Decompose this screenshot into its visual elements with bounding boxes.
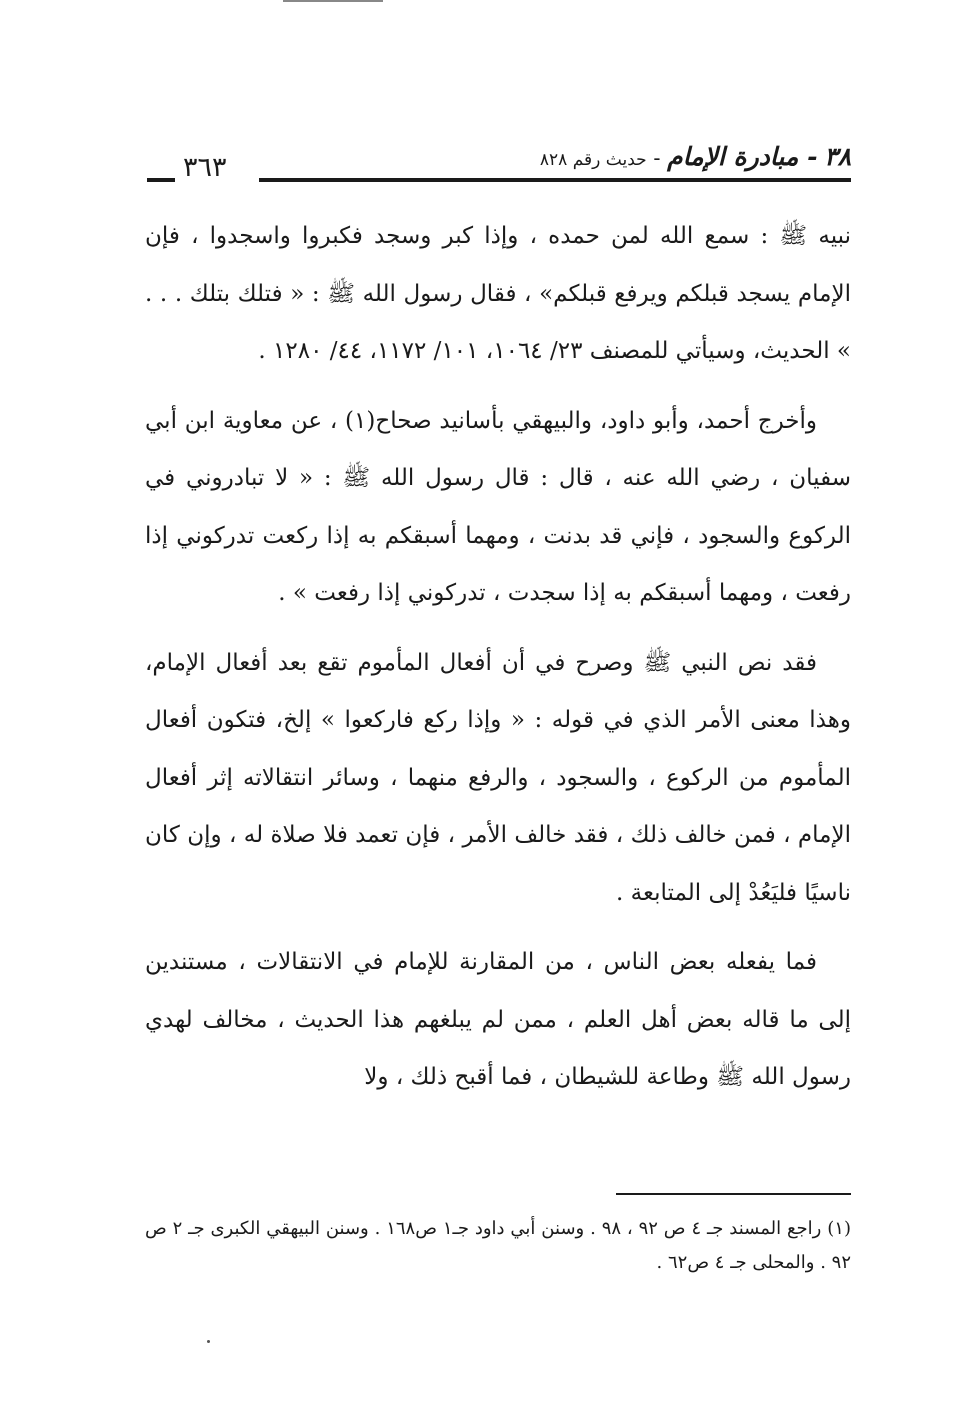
header-rule [259,178,851,182]
footnote-1: (١) راجع المسند جـ ٤ ص ٩٢ ، ٩٨ . وسنن أبي داود جـ١ ص١٦٨ . وسنن البيهقي الكبرى جـ ٢ ص ٩٢ . والمحلى جـ ٤ ص٦٢ . [145,1218,851,1273]
paragraph-3: فقد نص النبي ﷺ وصرح في أن أفعال المأموم تقع بعد أفعال الإمام، وهذا معنى الأمر الذي في قوله : « وإذا ركع فاركعوا » إلخ، فتكون أفعال المأموم من الركوع ، والسجود ، والرفع منهما ، وسائر انتقالاته إثر أفعال الإمام ، فمن خالف ذلك ، فقد خالف الأمر ، فإن تعمد فلا صلاة له ، وإن كان ناسيًا فليَعُدْ إلى المتابعة . [145,649,851,906]
header-title: ٣٨ - مبادرة الإمام - حديث رقم ٨٢٨ [539,142,851,171]
footnote-rule [616,1193,851,1195]
paragraph-2: وأخرج أحمد، وأبو داود، والبيهقي بأسانيد صحاح(١) ، عن معاوية ابن أبي سفيان ، رضي الله عنه ، قال : قال رسول الله ﷺ : « لا تبادروني في الركوع والسجود ، فإني قد بدنت ، ومهما أسبقكم به إذا ركعت تدركوني إذا رفعت ، ومهما أسبقكم به إذا سجدت ، تدركوني إذا رفعت » . [145,407,851,606]
running-header [145,140,851,190]
chapter-title: مبادرة الإمام [667,142,799,171]
hadith-reference: حديث رقم ٨٢٨ [539,150,647,170]
page-number: ٣٦٣ [183,152,227,183]
scan-speck [207,1340,210,1343]
footnotes [145,1212,851,1280]
page-number-block [145,152,255,184]
chapter-number: ٣٨ [824,142,851,171]
main-text [145,208,851,1107]
paragraph-4: فما يفعله بعض الناس ، من المقارنة للإمام في الانتقالات ، مستندين إلى ما قاله بعض أهل العلم ، ممن لم يبلغهم هذا الحديث ، مخالف لهدي رسول الله ﷺ وطاعة للشيطان ، فما أقبح ذلك ، ولا [145,949,851,1090]
page-number-dash [147,178,175,182]
scan-mark [283,0,383,2]
paragraph-1: نبيه ﷺ : سمع الله لمن حمده ، وإذا كبر وسجد فكبروا واسجدوا ، فإن الإمام يسجد قبلكم ويرفع قبلكم» ، فقال رسول الله ﷺ : « فتلك بتلك . . . » الحديث، وسيأتي للمصنف ٢٣/ ١٠٦٤، ١٠١/ ١١٧٢، ٤٤/ ١٢٨٠ . [145,223,851,364]
